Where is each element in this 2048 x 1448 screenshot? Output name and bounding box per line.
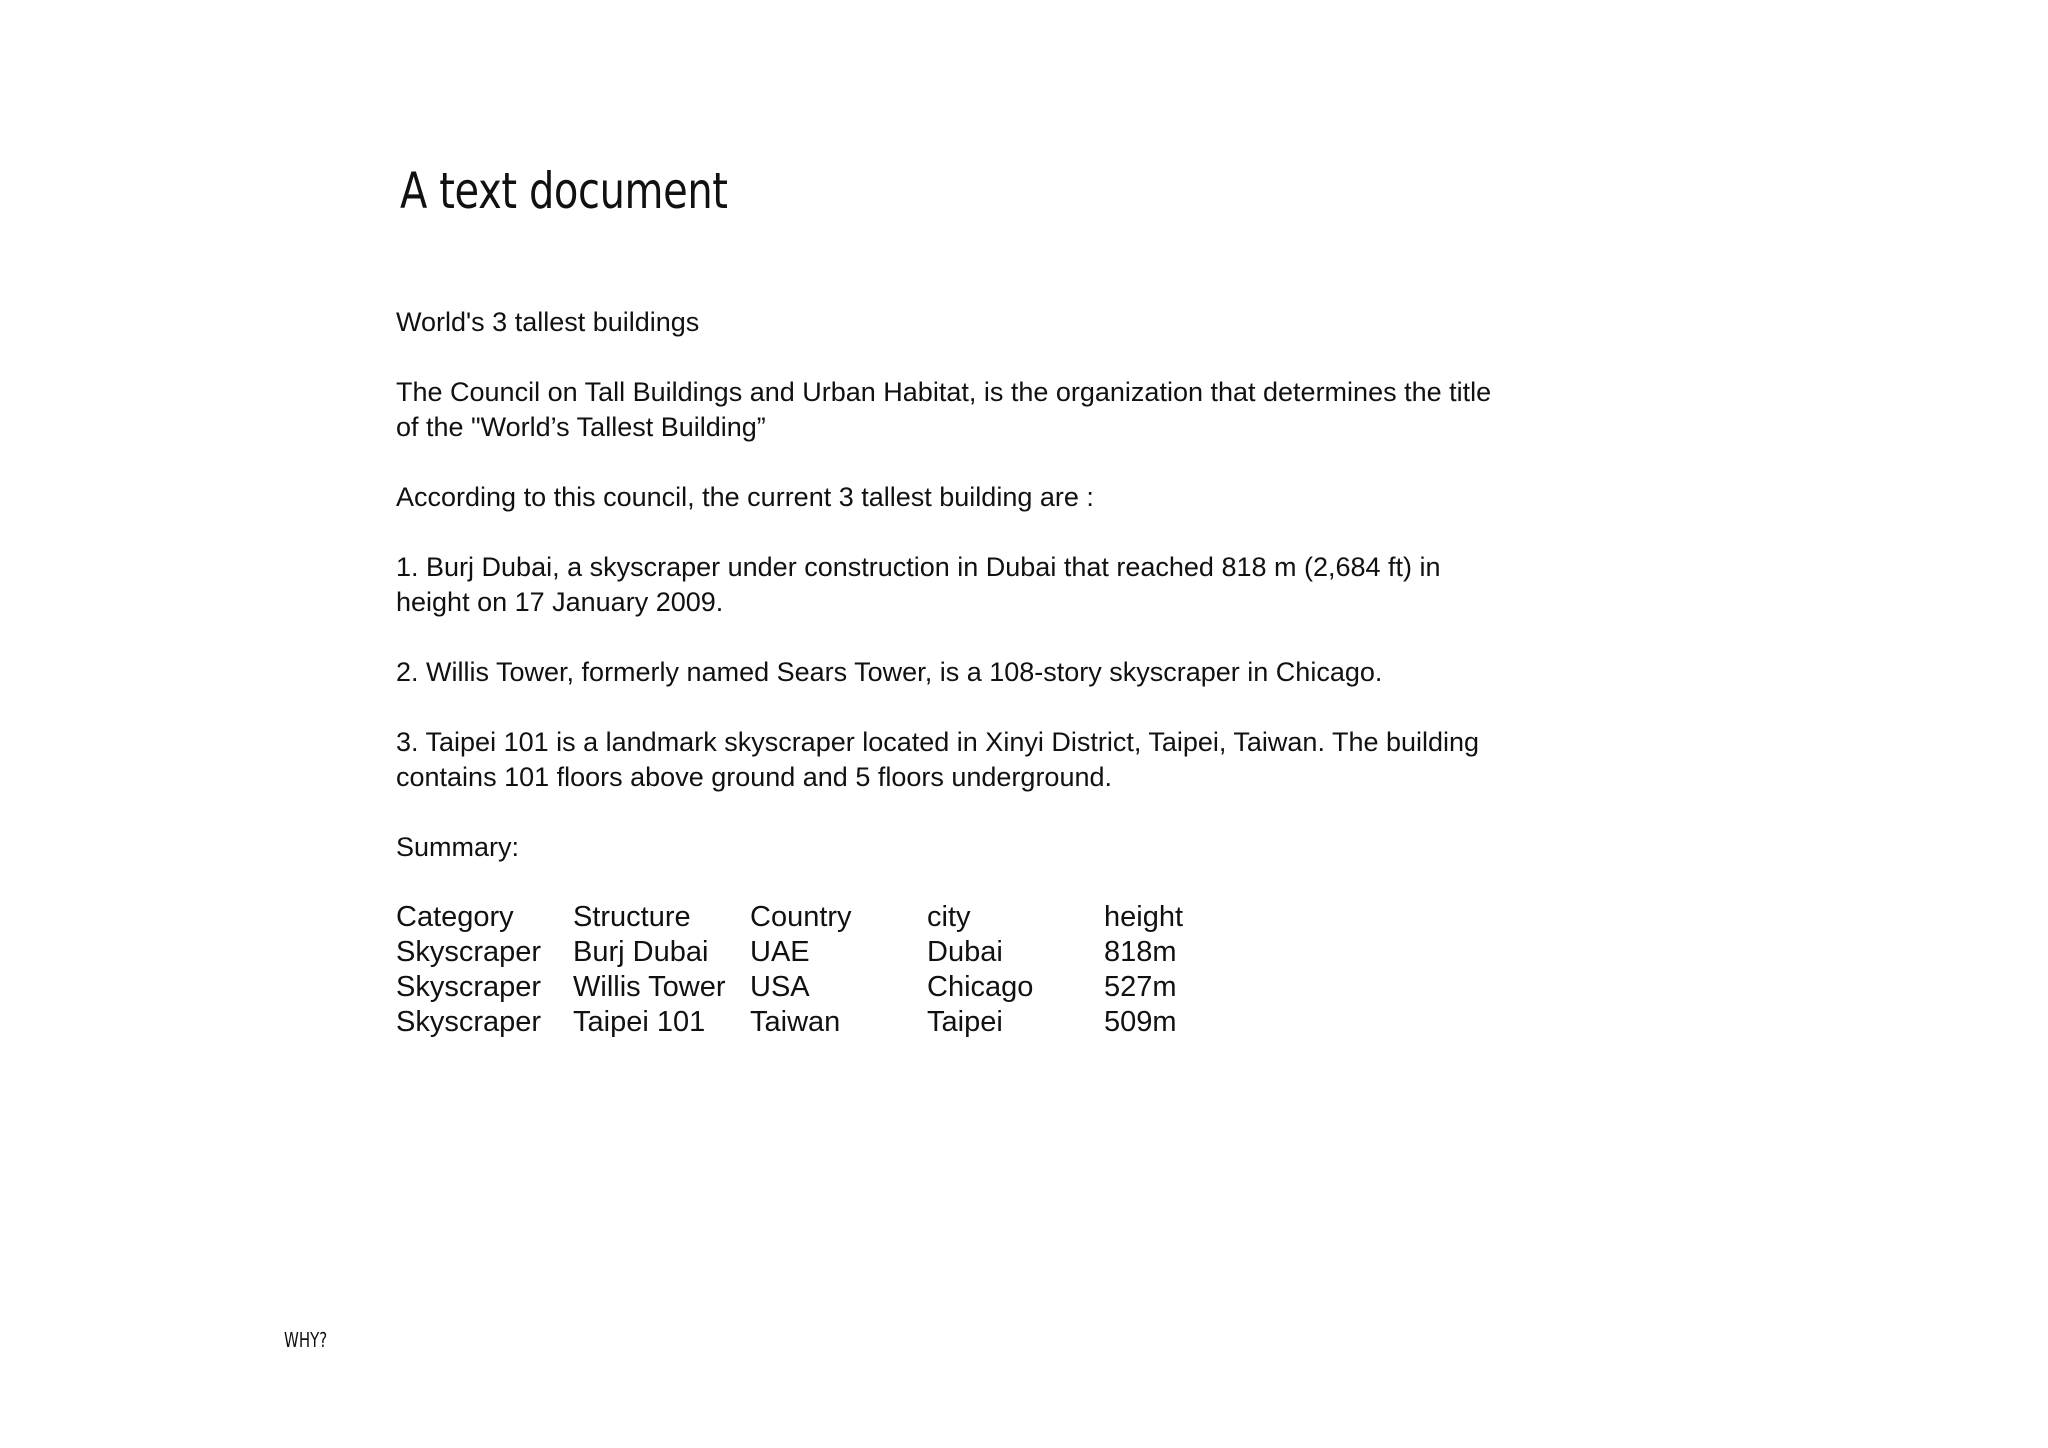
table-row [396, 1005, 1224, 1040]
table-header-cell: Category [396, 901, 514, 933]
table-cell: Skyscraper [396, 936, 542, 968]
list-item: 1. Burj Dubai, a skyscraper under construction in Dubai that reached 818 m (2,684 ft) in height on 17 January 2009. [396, 552, 1441, 617]
list-item: 3. Taipei 101 is a landmark skyscraper located in Xinyi District, Taipei, Taiwan. The building contains 101 floors above ground and 5 floors underground. [396, 727, 1480, 792]
table-cell: 509m [1104, 1006, 1177, 1038]
footer-note: WHY? [284, 1328, 328, 1352]
table-header-cell: height [1104, 901, 1184, 933]
table-cell: Burj Dubai [573, 936, 709, 968]
table-header-cell: Structure [573, 901, 691, 933]
table-cell: Dubai [927, 936, 1003, 968]
table-cell: Taipei [927, 1006, 1003, 1038]
table-cell: 818m [1104, 936, 1177, 968]
table-cell: Chicago [927, 971, 1034, 1003]
table-cell: Willis Tower [573, 971, 726, 1003]
document-body [396, 305, 1516, 1040]
table-cell: Taiwan [750, 1006, 841, 1038]
table-header-row [396, 900, 1224, 935]
summary-label: Summary: [396, 832, 520, 862]
summary-table [396, 900, 1224, 1040]
table-cell: UAE [750, 936, 810, 968]
table-cell: 527m [1104, 971, 1177, 1003]
table-row [396, 970, 1224, 1005]
table-row [396, 935, 1224, 970]
table-cell: USA [750, 971, 810, 1003]
table-cell: Taipei 101 [573, 1006, 706, 1038]
table-cell: Skyscraper [396, 971, 542, 1003]
according-paragraph: According to this council, the current 3 tallest building are : [396, 482, 1094, 512]
page-title: A text document [400, 162, 728, 220]
list-item: 2. Willis Tower, formerly named Sears Tower, is a 108-story skyscraper in Chicago. [396, 657, 1383, 687]
table-header-cell: Country [750, 901, 852, 933]
table-header-cell: city [927, 901, 971, 933]
intro-paragraph: The Council on Tall Buildings and Urban Habitat, is the organization that determines the title of the "World’s Tallest Building” [396, 377, 1492, 442]
table-cell: Skyscraper [396, 1006, 542, 1038]
document-heading: World's 3 tallest buildings [396, 307, 700, 337]
